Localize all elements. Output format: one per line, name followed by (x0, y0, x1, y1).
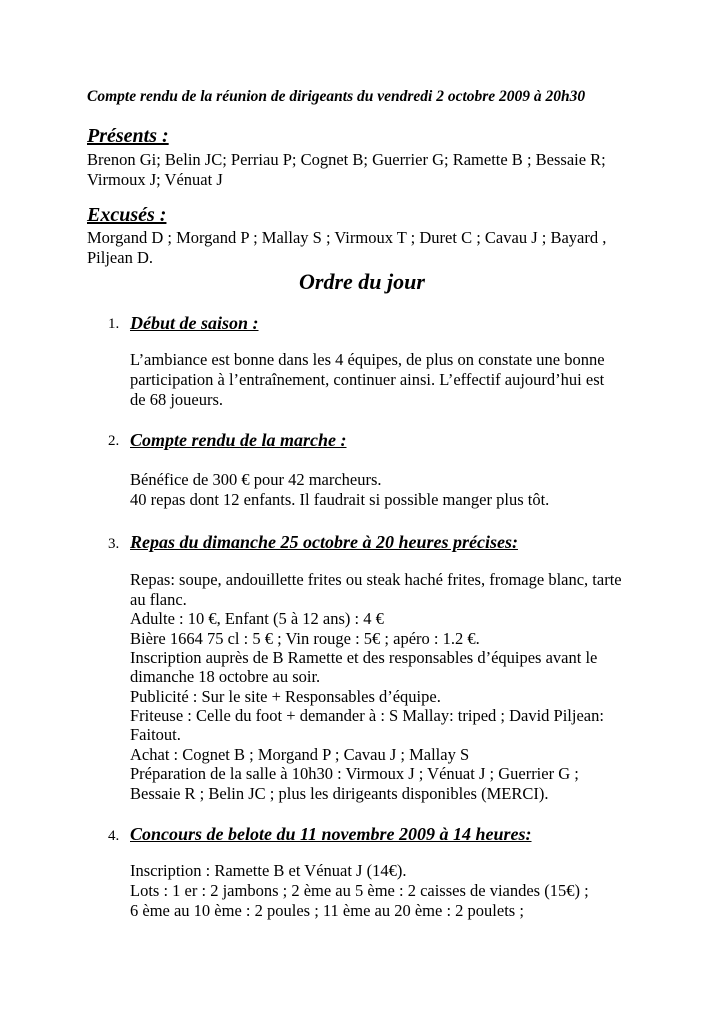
item-line: Adulte : 10 €, Enfant (5 à 12 ans) : 4 € (130, 609, 384, 628)
item-line: Bessaie R ; Belin JC ; plus les dirigeants disponibles (MERCI). (130, 784, 549, 803)
item-heading: Concours de belote du 11 novembre 2009 à 14 heures: (130, 824, 532, 844)
item-line: Achat : Cognet B ; Morgand P ; Cavau J ; Mallay S (130, 745, 470, 764)
item-line: Repas: soupe, andouillette frites ou steak haché frites, fromage blanc, tarte (130, 570, 622, 589)
presents-line: Virmoux J; Vénuat J (87, 170, 223, 189)
item-line: 40 repas dont 12 enfants. Il faudrait si possible manger plus tôt. (130, 490, 550, 509)
item-line: dimanche 18 octobre au soir. (130, 667, 321, 686)
item-line: Préparation de la salle à 10h30 : Virmoux J ; Vénuat J ; Guerrier G ; (130, 764, 579, 783)
item-line: participation à l’entraînement, continuer ainsi. L’effectif aujourd’hui est (130, 370, 605, 389)
item-line: de 68 joueurs. (130, 390, 224, 409)
presents-line: Brenon Gi; Belin JC; Perriau P; Cognet B; Guerrier G; Ramette B ; Bessaie R; (87, 150, 606, 169)
item-number: 4. (108, 828, 120, 844)
item-line: Faitout. (130, 725, 181, 744)
item-line: Bénéfice de 300 € pour 42 marcheurs. (130, 470, 382, 489)
excuses-line: Morgand D ; Morgand P ; Mallay S ; Virmoux T ; Duret C ; Cavau J ; Bayard , (87, 228, 607, 247)
item-heading: Compte rendu de la marche : (130, 430, 347, 450)
item-line: 6 ème au 10 ème : 2 poules ; 11 ème au 20 ème : 2 poulets ; (130, 901, 524, 920)
agenda-title: Ordre du jour (299, 269, 425, 294)
item-number: 1. (108, 316, 120, 332)
item-line: Bière 1664 75 cl : 5 € ; Vin rouge : 5€ ; apéro : 1.2 €. (130, 629, 480, 648)
item-number: 3. (108, 536, 120, 552)
excuses-line: Piljean D. (87, 248, 153, 267)
presents-heading: Présents : (87, 125, 169, 147)
document-title: Compte rendu de la réunion de dirigeants du vendredi 2 octobre 2009 à 20h30 (87, 88, 586, 105)
item-number: 2. (108, 433, 120, 449)
item-line: Publicité : Sur le site + Responsables d’équipe. (130, 687, 441, 706)
item-line: Inscription : Ramette B et Vénuat J (14€). (130, 861, 407, 880)
item-line: au flanc. (130, 590, 187, 609)
item-line: Inscription auprès de B Ramette et des responsables d’équipes avant le (130, 648, 598, 667)
item-line: L’ambiance est bonne dans les 4 équipes, de plus on constate une bonne (130, 350, 605, 369)
item-line: Friteuse : Celle du foot + demander à : S Mallay: triped ; David Piljean: (130, 706, 604, 725)
excuses-heading: Excusés : (87, 204, 167, 226)
item-heading: Début de saison : (130, 313, 259, 333)
item-heading: Repas du dimanche 25 octobre à 20 heures précises: (130, 532, 518, 552)
item-line: Lots : 1 er : 2 jambons ; 2 ème au 5 ème : 2 caisses de viandes (15€) ; (130, 881, 589, 900)
